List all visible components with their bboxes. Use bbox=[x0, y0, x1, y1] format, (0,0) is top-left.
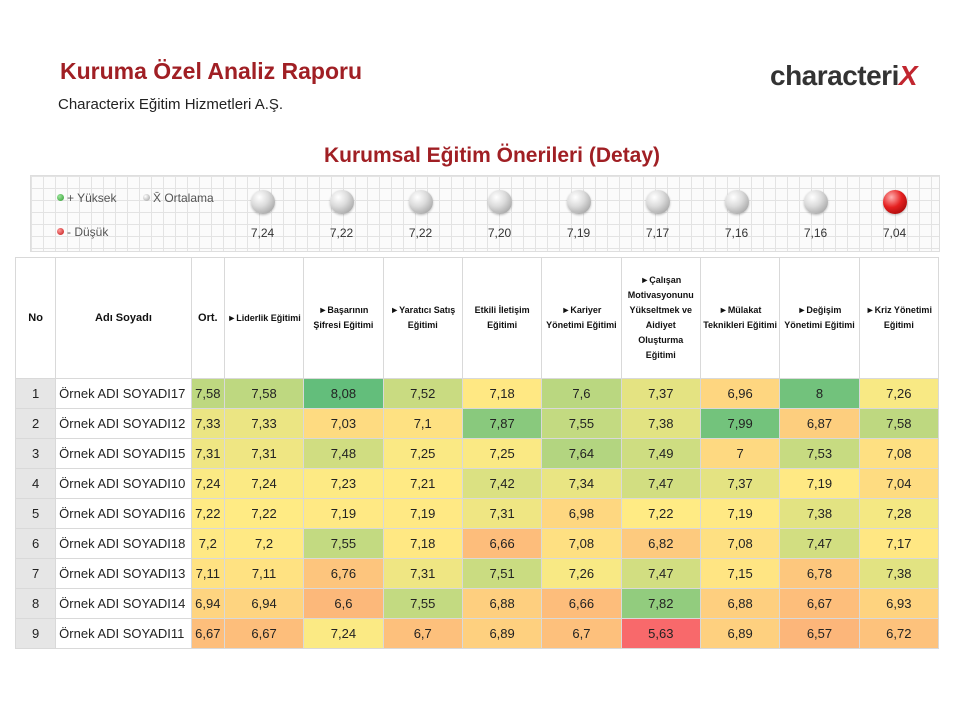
training-score: 6,57 bbox=[780, 619, 859, 649]
table-row bbox=[16, 439, 939, 469]
person-name: Örnek ADI SOYADI15 bbox=[56, 439, 192, 469]
training-score: 6,7 bbox=[542, 619, 621, 649]
row-number: 2 bbox=[16, 409, 56, 439]
table-row bbox=[16, 499, 939, 529]
summary-panel bbox=[30, 175, 940, 252]
training-score: 7,37 bbox=[621, 379, 700, 409]
training-score: 8,08 bbox=[304, 379, 383, 409]
row-number: 1 bbox=[16, 379, 56, 409]
table-row bbox=[16, 529, 939, 559]
training-score: 7,6 bbox=[542, 379, 621, 409]
training-score: 7,22 bbox=[224, 499, 303, 529]
training-score: 7,33 bbox=[224, 409, 303, 439]
person-name: Örnek ADI SOYADI12 bbox=[56, 409, 192, 439]
grey-dot-icon bbox=[143, 194, 150, 201]
training-score: 6,66 bbox=[542, 589, 621, 619]
training-score: 7,21 bbox=[383, 469, 462, 499]
summary-average-value: 7,20 bbox=[487, 226, 512, 240]
training-score: 7,37 bbox=[700, 469, 779, 499]
training-score: 7,08 bbox=[859, 439, 938, 469]
summary-average-value: 7,24 bbox=[250, 226, 275, 240]
summary-average-value: 7,22 bbox=[329, 226, 354, 240]
training-score: 6,6 bbox=[304, 589, 383, 619]
summary-average-value: 7,22 bbox=[408, 226, 433, 240]
training-score: 7 bbox=[700, 439, 779, 469]
characterix-logo bbox=[770, 60, 917, 92]
legend-low-label: - Düşük bbox=[67, 225, 109, 239]
section-title: Kurumsal Eğitim Önerileri (Detay) bbox=[323, 144, 661, 167]
training-score: 7,24 bbox=[304, 619, 383, 649]
training-score: 7,47 bbox=[780, 529, 859, 559]
training-score: 7,53 bbox=[780, 439, 859, 469]
legend-low bbox=[57, 225, 108, 239]
training-score: 6,89 bbox=[462, 619, 541, 649]
training-score: 8 bbox=[780, 379, 859, 409]
training-score: 7,55 bbox=[383, 589, 462, 619]
summary-average-value: 7,16 bbox=[724, 226, 749, 240]
row-average: 6,94 bbox=[191, 589, 224, 619]
table-row bbox=[16, 559, 939, 589]
training-score: 7,58 bbox=[224, 379, 303, 409]
training-score: 7,58 bbox=[859, 409, 938, 439]
training-score: 6,87 bbox=[780, 409, 859, 439]
training-score: 6,72 bbox=[859, 619, 938, 649]
training-score: 6,98 bbox=[542, 499, 621, 529]
training-score: 6,67 bbox=[224, 619, 303, 649]
training-score: 7,18 bbox=[383, 529, 462, 559]
training-score: 7,24 bbox=[224, 469, 303, 499]
training-score: 7,55 bbox=[304, 529, 383, 559]
row-average: 7,58 bbox=[191, 379, 224, 409]
person-name: Örnek ADI SOYADI14 bbox=[56, 589, 192, 619]
training-score: 7,87 bbox=[462, 409, 541, 439]
red-dot-icon bbox=[57, 228, 64, 235]
row-number: 7 bbox=[16, 559, 56, 589]
training-score: 7,18 bbox=[462, 379, 541, 409]
summary-average-value: 7,04 bbox=[882, 226, 907, 240]
summary-average-value: 7,16 bbox=[803, 226, 828, 240]
average-indicator-icon bbox=[488, 190, 512, 214]
legend-high-label: + Yüksek bbox=[67, 191, 117, 205]
training-score: 7,31 bbox=[383, 559, 462, 589]
training-score: 7,04 bbox=[859, 469, 938, 499]
training-score: 7,22 bbox=[621, 499, 700, 529]
training-score: 7,17 bbox=[859, 529, 938, 559]
row-number: 9 bbox=[16, 619, 56, 649]
training-score: 6,88 bbox=[700, 589, 779, 619]
training-score: 7,38 bbox=[621, 409, 700, 439]
average-indicator-icon bbox=[725, 190, 749, 214]
training-score: 7,38 bbox=[859, 559, 938, 589]
training-score: 7,55 bbox=[542, 409, 621, 439]
training-score: 6,67 bbox=[780, 589, 859, 619]
training-score: 6,88 bbox=[462, 589, 541, 619]
person-name: Örnek ADI SOYADI18 bbox=[56, 529, 192, 559]
header-training-7: ►Mülakat Teknikleri Eğitimi bbox=[700, 258, 779, 379]
row-average: 7,22 bbox=[191, 499, 224, 529]
header-training-4: Etkili İletişim Eğitimi bbox=[462, 258, 541, 379]
training-score: 7,03 bbox=[304, 409, 383, 439]
table-row bbox=[16, 379, 939, 409]
training-score: 6,89 bbox=[700, 619, 779, 649]
average-indicator-icon bbox=[251, 190, 275, 214]
header-training-2: ►Başarının Şifresi Eğitimi bbox=[304, 258, 383, 379]
table-row bbox=[16, 409, 939, 439]
table-row bbox=[16, 469, 939, 499]
header-training-8: ►Değişim Yönetimi Eğitimi bbox=[780, 258, 859, 379]
training-score: 6,76 bbox=[304, 559, 383, 589]
average-indicator-icon bbox=[409, 190, 433, 214]
training-score: 7,99 bbox=[700, 409, 779, 439]
training-score: 7,47 bbox=[621, 469, 700, 499]
training-score: 7,2 bbox=[224, 529, 303, 559]
row-number: 5 bbox=[16, 499, 56, 529]
training-score: 7,15 bbox=[700, 559, 779, 589]
row-number: 6 bbox=[16, 529, 56, 559]
header-training-1: ►Liderlik Eğitimi bbox=[224, 258, 303, 379]
training-score: 7,47 bbox=[621, 559, 700, 589]
row-average: 7,2 bbox=[191, 529, 224, 559]
logo-accent: X bbox=[898, 60, 918, 91]
green-dot-icon bbox=[57, 194, 64, 201]
training-score: 6,7 bbox=[383, 619, 462, 649]
training-score: 6,66 bbox=[462, 529, 541, 559]
training-score: 7,19 bbox=[304, 499, 383, 529]
row-number: 4 bbox=[16, 469, 56, 499]
training-score: 7,11 bbox=[224, 559, 303, 589]
training-score: 7,19 bbox=[383, 499, 462, 529]
training-score: 7,23 bbox=[304, 469, 383, 499]
logo-text: characteri bbox=[770, 60, 899, 91]
training-score: 7,19 bbox=[780, 469, 859, 499]
training-score: 7,31 bbox=[462, 499, 541, 529]
training-score: 7,19 bbox=[700, 499, 779, 529]
legend-average-label: X̄ Ortalama bbox=[153, 191, 214, 205]
header-no: No bbox=[16, 258, 56, 379]
row-average: 6,67 bbox=[191, 619, 224, 649]
training-score: 7,34 bbox=[542, 469, 621, 499]
training-score: 7,25 bbox=[462, 439, 541, 469]
training-score: 7,26 bbox=[542, 559, 621, 589]
legend-high bbox=[57, 191, 116, 205]
average-indicator-icon bbox=[804, 190, 828, 214]
training-score: 7,26 bbox=[859, 379, 938, 409]
header-training-9: ►Kriz Yönetimi Eğitimi bbox=[859, 258, 938, 379]
training-score: 7,25 bbox=[383, 439, 462, 469]
training-score: 7,82 bbox=[621, 589, 700, 619]
training-score: 5,63 bbox=[621, 619, 700, 649]
summary-average-value: 7,17 bbox=[645, 226, 670, 240]
training-score: 7,51 bbox=[462, 559, 541, 589]
training-score: 7,42 bbox=[462, 469, 541, 499]
table-header-row bbox=[16, 258, 939, 379]
header-training-3: ►Yaratıcı Satış Eğitimi bbox=[383, 258, 462, 379]
report-title: Kuruma Özel Analiz Raporu bbox=[60, 58, 363, 84]
person-name: Örnek ADI SOYADI13 bbox=[56, 559, 192, 589]
row-average: 7,31 bbox=[191, 439, 224, 469]
training-score: 6,94 bbox=[224, 589, 303, 619]
table-row bbox=[16, 619, 939, 649]
table-row bbox=[16, 589, 939, 619]
training-score: 6,96 bbox=[700, 379, 779, 409]
training-score: 7,1 bbox=[383, 409, 462, 439]
row-number: 8 bbox=[16, 589, 56, 619]
average-indicator-icon bbox=[646, 190, 670, 214]
training-score: 6,78 bbox=[780, 559, 859, 589]
header-name: Adı Soyadı bbox=[56, 258, 192, 379]
training-recommendation-table bbox=[15, 257, 939, 649]
person-name: Örnek ADI SOYADI10 bbox=[56, 469, 192, 499]
training-score: 7,49 bbox=[621, 439, 700, 469]
low-indicator-icon bbox=[883, 190, 907, 214]
row-average: 7,33 bbox=[191, 409, 224, 439]
row-average: 7,11 bbox=[191, 559, 224, 589]
average-indicator-icon bbox=[330, 190, 354, 214]
training-score: 7,28 bbox=[859, 499, 938, 529]
training-score: 7,52 bbox=[383, 379, 462, 409]
row-number: 3 bbox=[16, 439, 56, 469]
table-body bbox=[16, 379, 939, 649]
person-name: Örnek ADI SOYADI17 bbox=[56, 379, 192, 409]
training-score: 6,82 bbox=[621, 529, 700, 559]
header-training-6: ►Çalışan Motivasyonunu Yükseltmek ve Aidiyet Oluşturma Eğitimi bbox=[621, 258, 700, 379]
legend-average bbox=[143, 191, 214, 205]
training-score: 7,31 bbox=[224, 439, 303, 469]
company-name: Characterix Eğitim Hizmetleri A.Ş. bbox=[58, 96, 284, 113]
average-indicator-icon bbox=[567, 190, 591, 214]
training-score: 7,48 bbox=[304, 439, 383, 469]
training-score: 7,38 bbox=[780, 499, 859, 529]
header-ort: Ort. bbox=[191, 258, 224, 379]
row-average: 7,24 bbox=[191, 469, 224, 499]
training-score: 7,64 bbox=[542, 439, 621, 469]
training-score: 6,93 bbox=[859, 589, 938, 619]
person-name: Örnek ADI SOYADI11 bbox=[56, 619, 192, 649]
training-score: 7,08 bbox=[542, 529, 621, 559]
person-name: Örnek ADI SOYADI16 bbox=[56, 499, 192, 529]
summary-average-value: 7,19 bbox=[566, 226, 591, 240]
header-training-5: ►Kariyer Yönetimi Eğitimi bbox=[542, 258, 621, 379]
training-score: 7,08 bbox=[700, 529, 779, 559]
